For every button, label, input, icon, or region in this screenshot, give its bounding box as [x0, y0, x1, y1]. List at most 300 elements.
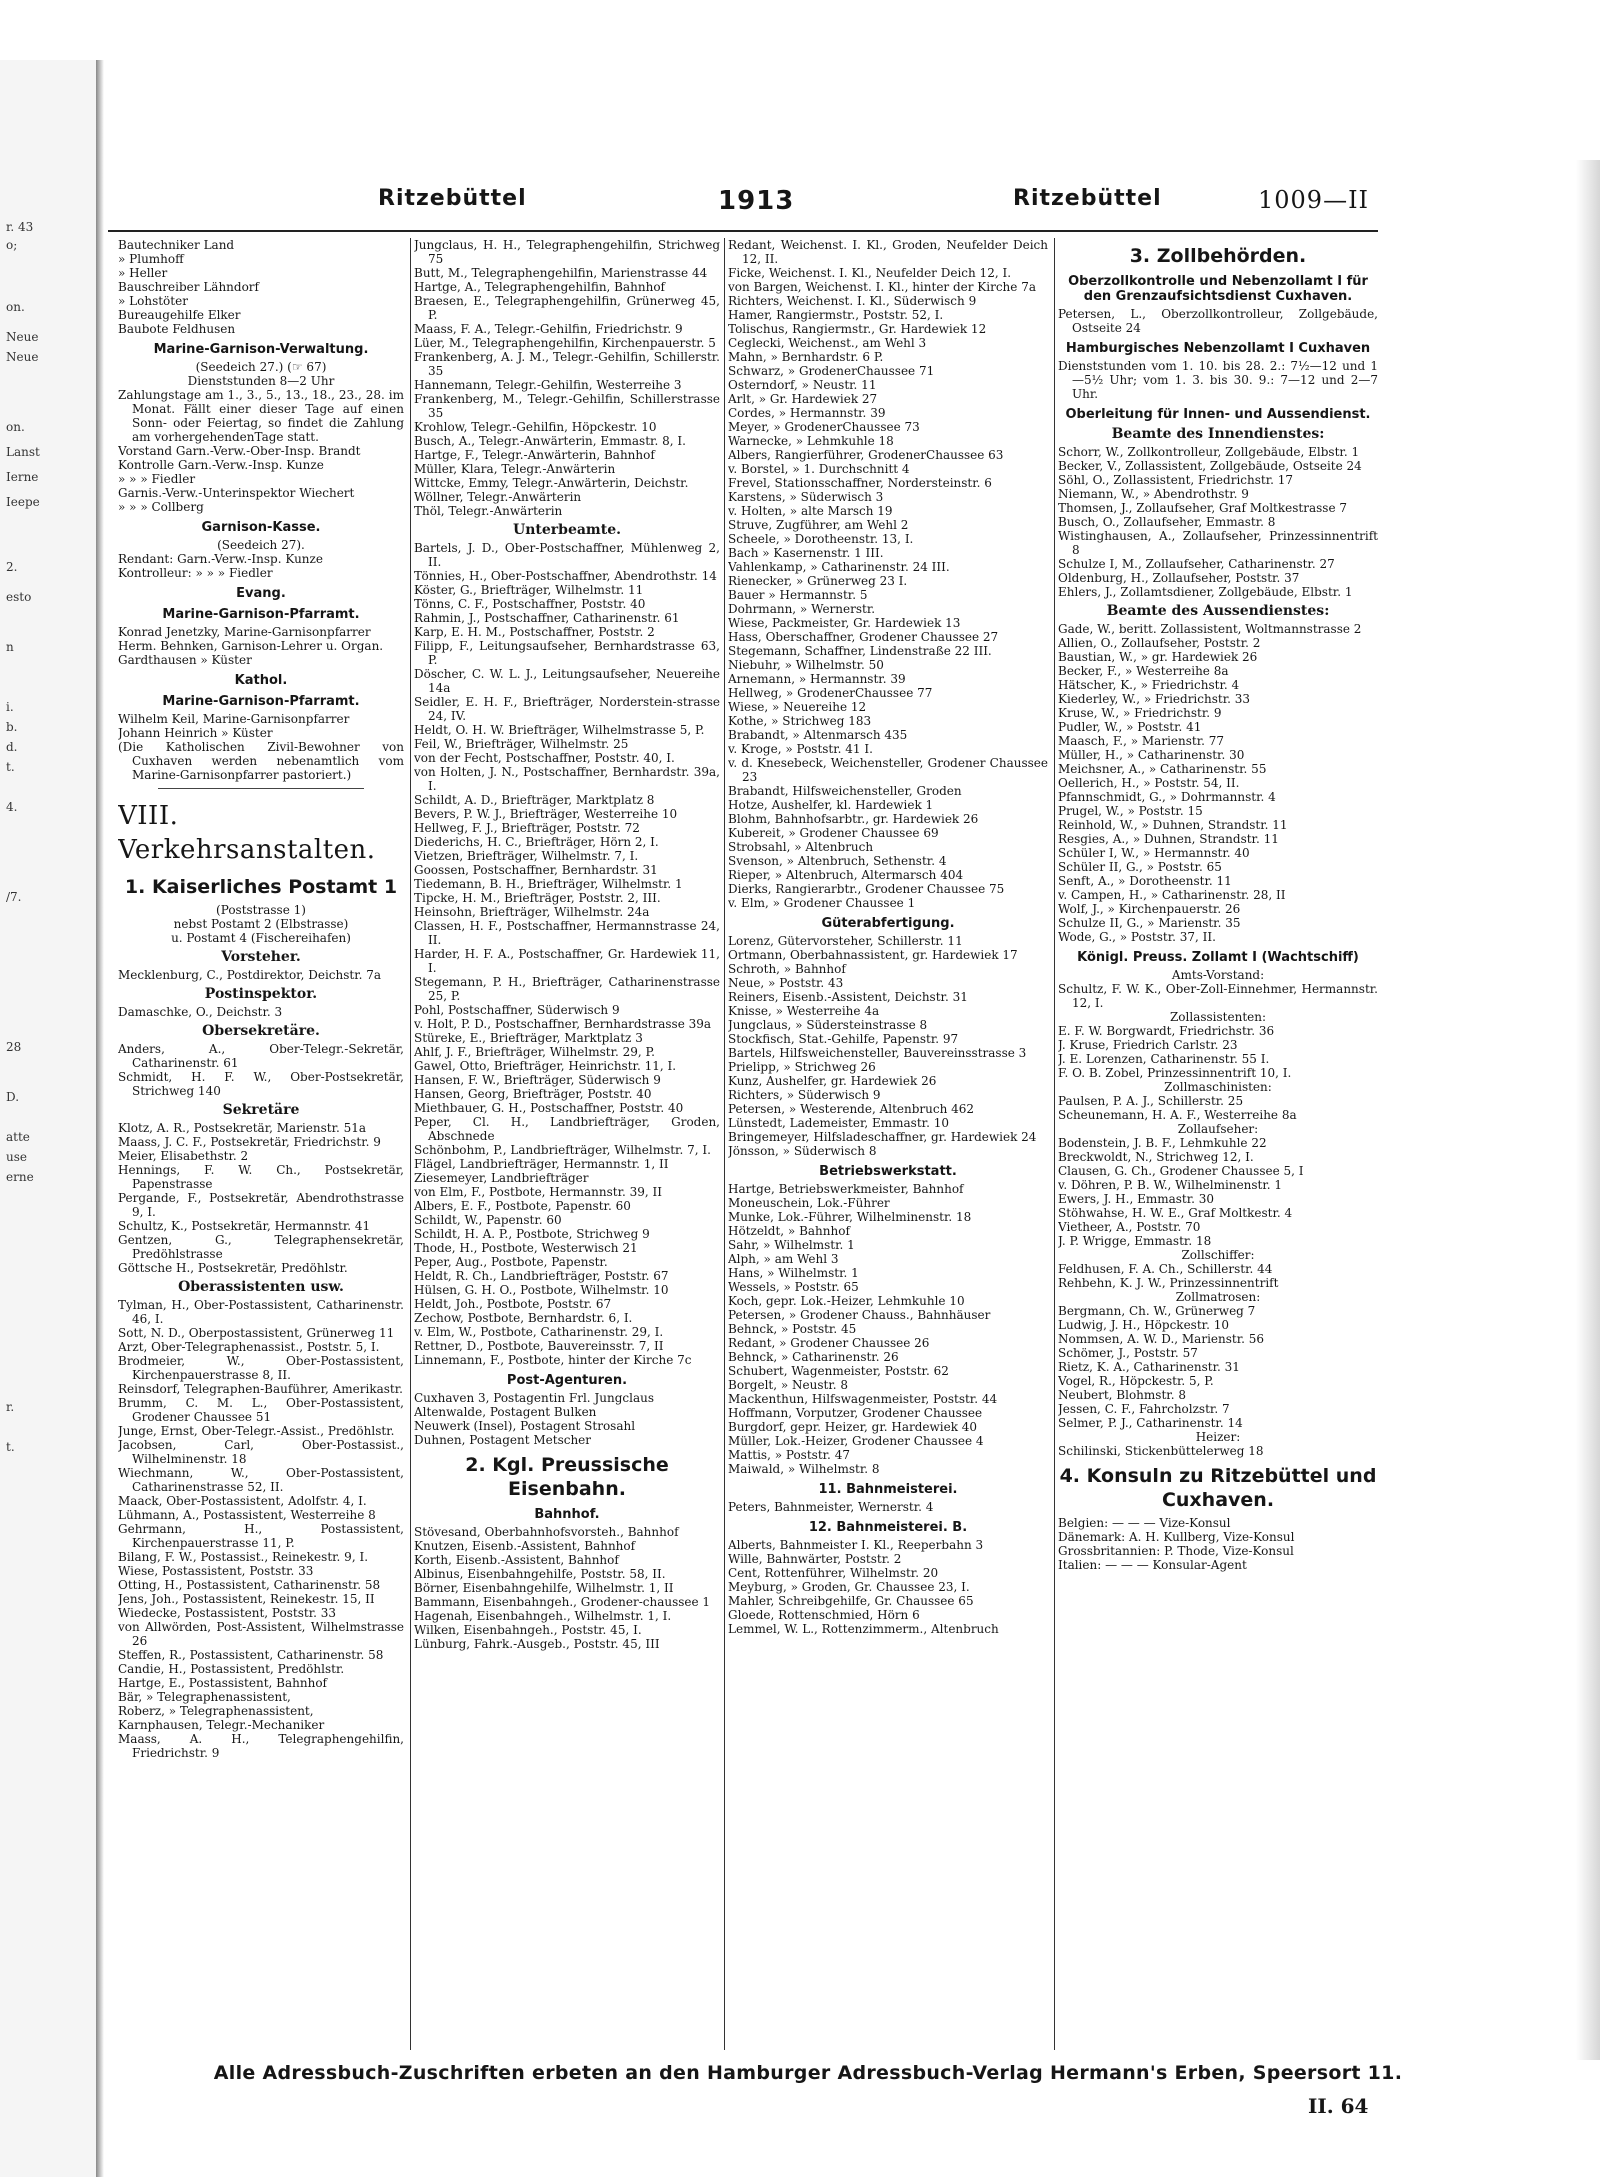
- directory-entry: Niemann, W., » Abendrothstr. 9: [1058, 487, 1249, 501]
- margin-fragment: esto: [6, 590, 32, 604]
- margin-fragment: 2.: [6, 560, 18, 574]
- directory-entry: Arnemann, » Hermannstr. 39: [728, 672, 906, 686]
- directory-entry: Bammann, Eisenbahngeh., Grodener-chaussee 1: [414, 1595, 711, 1609]
- directory-entry: Brabandt, Hilfsweichensteller, Groden: [728, 784, 962, 798]
- directory-entry: Ehlers, J., Zollamtsdiener, Zollgebäude, Elbstr. 1: [1058, 585, 1353, 599]
- directory-entry: Peper, Cl. H., Landbriefträger, Groden, Abschnede: [414, 1115, 720, 1143]
- section-heading: Betriebswerkstatt.: [819, 1164, 957, 1179]
- directory-entry: Thomsen, J., Zollaufseher, Graf Moltkestrasse 7: [1058, 501, 1347, 515]
- directory-entry: Wittcke, Emmy, Telegr.-Anwärterin, Deichstr.: [414, 476, 689, 490]
- directory-entry: Tiedemann, B. H., Briefträger, Wilhelmstr. 1: [414, 877, 683, 891]
- directory-entry: Ludwig, J. H., Höpckestr. 10: [1058, 1318, 1229, 1332]
- directory-entry: Tönns, C. F., Postschaffner, Poststr. 40: [414, 597, 646, 611]
- directory-entry: Warnecke, » Lehmkuhle 18: [728, 434, 894, 448]
- section-heading: Oberleitung für Innen- und Aussendienst.: [1065, 407, 1371, 422]
- directory-entry: » Lohstöter: [118, 294, 188, 308]
- directory-entry: Schubert, Wagenmeister, Poststr. 62: [728, 1364, 949, 1378]
- directory-entry: Bevers, P. W. J., Briefträger, Westerreihe 10: [414, 807, 678, 821]
- footer-notice: Alle Adressbuch-Zuschriften erbeten an den Hamburger Adressbuch-Verlag Hermann's Erben, Speersort 11.: [213, 2062, 1403, 2084]
- directory-entry: Hansen, F. W., Briefträger, Süderwisch 9: [414, 1073, 661, 1087]
- directory-entry: Karnphausen, Telegr.-Mechaniker: [118, 1718, 325, 1732]
- directory-entry: Schömer, J., Poststr. 57: [1058, 1346, 1198, 1360]
- directory-entry: Sahr, » Wilhelmstr. 1: [728, 1238, 855, 1252]
- directory-entry: Hartge, Betriebswerkmeister, Bahnhof: [728, 1182, 964, 1196]
- directory-entry: von Elm, F., Postbote, Hermannstr. 39, II: [414, 1185, 663, 1199]
- directory-entry: Prugel, W., » Poststr. 15: [1058, 804, 1203, 818]
- section-note: (Poststrasse 1): [216, 903, 306, 917]
- header-left-town: Ritzebüttel: [378, 186, 527, 211]
- directory-entry: Wessels, » Poststr. 65: [728, 1280, 859, 1294]
- directory-entry: Jessen, C. F., Fahrcholzstr. 7: [1058, 1402, 1230, 1416]
- section-rule: [158, 788, 364, 789]
- section-note: Heizer:: [1195, 1430, 1241, 1444]
- directory-entry: Thöl, Telegr.-Anwärterin: [414, 504, 563, 518]
- directory-entry: » » » Fiedler: [118, 472, 196, 486]
- section-note: Amts-Vorstand:: [1171, 968, 1265, 982]
- directory-entry: Hennings, F. W. Ch., Postsekretär, Papenstrasse: [118, 1163, 404, 1191]
- directory-entry: Kruse, W., » Friedrichstr. 9: [1058, 706, 1222, 720]
- directory-entry: Schroth, » Bahnhof: [728, 962, 846, 976]
- directory-entry: Wille, Bahnwärter, Poststr. 2: [728, 1552, 902, 1566]
- directory-entry: Pudler, W., » Poststr. 41: [1058, 720, 1202, 734]
- directory-entry: Dierks, Rangierarbtr., Grodener Chaussee 75: [728, 882, 1005, 896]
- directory-entry: Schulze I, M., Zollaufseher, Catharinenstr. 27: [1058, 557, 1335, 571]
- directory-entry: Müller, Klara, Telegr.-Anwärterin: [414, 462, 616, 476]
- section-major-heading: 2. Kgl. Preussische Eisenbahn.: [465, 1454, 669, 1500]
- directory-entry: Wilhelm Keil, Marine-Garnisonpfarrer: [118, 712, 350, 726]
- directory-entry: Candie, H., Postassistent, Predöhlstr.: [118, 1662, 345, 1676]
- directory-entry: Dänemark: A. H. Kullberg, Vize-Konsul: [1058, 1530, 1295, 1544]
- directory-entry: Schultz, K., Postsekretär, Hermannstr. 41: [118, 1219, 371, 1233]
- directory-entry: v. Holten, » alte Marsch 19: [728, 504, 893, 518]
- directory-entry: Vietzen, Briefträger, Wilhelmstr. 7, I.: [414, 849, 639, 863]
- directory-entry: Linnemann, F., Postbote, hinter der Kirche 7c: [414, 1353, 692, 1367]
- directory-entry: Döscher, C. W. L. J., Leitungsaufseher, Neuereihe 14a: [414, 667, 720, 695]
- header-right-town: Ritzebüttel: [1013, 186, 1162, 211]
- directory-entry: Miethbauer, G. H., Postschaffner, Poststr. 40: [414, 1101, 684, 1115]
- margin-fragment: /7.: [6, 890, 22, 904]
- directory-entry: Hass, Oberschaffner, Grodener Chaussee 27: [728, 630, 999, 644]
- directory-entry: Kontrolle Garn.-Verw.-Insp. Kunze: [118, 458, 324, 472]
- directory-entry: Schönbohm, P., Landbriefträger, Wilhelmstr. 7, I.: [414, 1143, 711, 1157]
- margin-fragment: atte: [6, 1130, 30, 1144]
- directory-entry: Jönsson, » Süderwisch 8: [728, 1144, 877, 1158]
- directory-entry: Ewers, J. H., Emmastr. 30: [1058, 1192, 1215, 1206]
- directory-entry: Gentzen, G., Telegraphensekretär, Predöhlstrasse: [118, 1233, 404, 1261]
- directory-entry: Prielipp, » Strichweg 26: [728, 1060, 876, 1074]
- directory-entry: F. O. B. Zobel, Prinzessinnentrift 10, I.: [1058, 1066, 1292, 1080]
- directory-entry: Pfannschmidt, G., » Dohrmannstr. 4: [1058, 790, 1276, 804]
- directory-entry: Stöhwahse, H. W. E., Graf Moltkestr. 4: [1058, 1206, 1293, 1220]
- section-heading: Hamburgisches Nebenzollamt I Cuxhaven: [1065, 341, 1371, 356]
- directory-entry: Grossbritannien: P. Thode, Vize-Konsul: [1058, 1544, 1294, 1558]
- section-heading: Garnison-Kasse.: [201, 520, 321, 535]
- directory-entry: Alph, » am Wehl 3: [728, 1252, 839, 1266]
- margin-fragment: r.: [6, 1400, 15, 1414]
- directory-entry: Svenson, » Altenbruch, Sethenstr. 4: [728, 854, 947, 868]
- section-note: nebst Postamt 2 (Elbstrasse): [173, 917, 349, 931]
- directory-entry: Wiedecke, Postassistent, Poststr. 33: [118, 1606, 337, 1620]
- directory-entry: Classen, H. F., Postschaffner, Hermannstrasse 24, II.: [414, 919, 720, 947]
- directory-entry: Ceglecki, Weichenst., am Wehl 3: [728, 336, 927, 350]
- subsection-heading: Postinspektor.: [204, 986, 318, 1002]
- directory-entry: Resgies, A., » Duhnen, Strandstr. 11: [1058, 832, 1279, 846]
- directory-entry: Schultz, F. W. K., Ober-Zoll-Einnehmer, Hermannstr. 12, I.: [1058, 982, 1378, 1010]
- directory-entry: Bringemeyer, Hilfsladeschaffner, gr. Hardewiek 24: [728, 1130, 1037, 1144]
- directory-entry: Sott, N. D., Oberpostassistent, Grünerweg 11: [118, 1326, 395, 1340]
- directory-entry: J. E. Lorenzen, Catharinenstr. 55 I.: [1058, 1052, 1270, 1066]
- margin-fragment: t.: [6, 1440, 15, 1454]
- directory-entry: Neubert, Blohmstr. 8: [1058, 1388, 1186, 1402]
- directory-entry: Maack, Ober-Postassistent, Adolfstr. 4, I.: [118, 1494, 367, 1508]
- section-major-heading: 3. Zollbehörden.: [1129, 245, 1307, 267]
- directory-entry: Hagenah, Eisenbahngeh., Wilhelmstr. 1, I.: [414, 1609, 672, 1623]
- section-heading: Güterabfertigung.: [821, 916, 955, 931]
- directory-entry: v. Kroge, » Poststr. 41 I.: [728, 742, 873, 756]
- directory-entry: von Holten, J. N., Postschaffner, Bernhardstr. 39a, I.: [414, 765, 720, 793]
- directory-entry: Rietz, K. A., Catharinenstr. 31: [1058, 1360, 1240, 1374]
- directory-entry: Söhl, O., Zollassistent, Friedrichstr. 17: [1058, 473, 1294, 487]
- directory-entry: Otting, H., Postassistent, Catharinenstr. 58: [118, 1578, 381, 1592]
- directory-entry: Ziesemeyer, Landbriefträger: [414, 1171, 589, 1185]
- right-page-edge: [1576, 160, 1600, 2060]
- directory-entry: Kunz, Aushelfer, gr. Hardewiek 26: [728, 1074, 937, 1088]
- directory-entry: Zahlungstage am 1., 3., 5., 13., 18., 23., 28. im Monat. Fällt einer dieser Tage auf einen Sonn- oder Feiertag, so findet die Zahlung am vorhergehendenTage statt.: [118, 388, 404, 444]
- directory-entry: Gardthausen » Küster: [118, 653, 252, 667]
- column-divider: [410, 238, 411, 2050]
- header-year: 1913: [718, 186, 795, 216]
- directory-entry: Bilang, F. W., Postassist., Reinekestr. 9, I.: [118, 1550, 369, 1564]
- directory-entry: Bach » Kasernenstr. 1 III.: [728, 546, 884, 560]
- directory-entry: Redant, » Grodener Chaussee 26: [728, 1336, 930, 1350]
- directory-entry: Gehrmann, H., Postassistent, Kirchenpauerstrasse 11, P.: [118, 1522, 404, 1550]
- directory-entry: Richters, » Süderwisch 9: [728, 1088, 881, 1102]
- directory-entry: Wode, G., » Poststr. 37, II.: [1058, 930, 1216, 944]
- section-heading: Bahnhof.: [534, 1507, 600, 1522]
- directory-entry: Albinus, Eisenbahngehilfe, Poststr. 58, II.: [414, 1567, 666, 1581]
- margin-fragment: use: [6, 1150, 27, 1164]
- column-1: [118, 238, 404, 2050]
- directory-entry: Bär, » Telegraphenassistent,: [118, 1690, 291, 1704]
- directory-entry: Müller, Lok.-Heizer, Grodener Chaussee 4: [728, 1434, 984, 1448]
- section-note: Dienststunden 8—2 Uhr: [187, 374, 335, 388]
- directory-entry: Flägel, Landbriefträger, Hermannstr. 1, II: [414, 1157, 669, 1171]
- directory-entry: Meier, Elisabethstr. 2: [118, 1149, 249, 1163]
- directory-entry: Stegemann, P. H., Briefträger, Catharinenstrasse 25, P.: [414, 975, 720, 1003]
- directory-entry: Petersen, L., Oberzollkontrolleur, Zollgebäude, Ostseite 24: [1058, 307, 1378, 335]
- directory-entry: Petersen, » Grodener Chauss., Bahnhäuser: [728, 1308, 991, 1322]
- margin-fragment: Lanst: [6, 445, 40, 459]
- directory-entry: Vahlenkamp, » Catharinenstr. 24 III.: [728, 560, 950, 574]
- directory-entry: v. Elm, W., Postbote, Catharinenstr. 29, I.: [414, 1325, 664, 1339]
- directory-entry: Konrad Jenetzky, Marine-Garnisonpfarrer: [118, 625, 371, 639]
- subsection-heading: Oberassistenten usw.: [178, 1279, 344, 1295]
- margin-fragment: n: [6, 640, 14, 654]
- directory-entry: Busch, A., Telegr.-Anwärterin, Emmastr. 8, I.: [414, 434, 686, 448]
- margin-fragment: on.: [6, 300, 25, 314]
- directory-entry: Scheunemann, H. A. F., Westerreihe 8a: [1058, 1108, 1297, 1122]
- section-major-heading: 1. Kaiserliches Postamt 1: [124, 876, 398, 898]
- section-note: Zollschiffer:: [1181, 1248, 1255, 1262]
- directory-entry: Ortmann, Oberbahnassistent, gr. Hardewiek 17: [728, 948, 1018, 962]
- directory-entry: Stüreke, E., Briefträger, Marktplatz 3: [414, 1031, 643, 1045]
- section-heading: 11. Bahnmeisterei.: [818, 1482, 958, 1497]
- directory-entry: Cordes, » Hermannstr. 39: [728, 406, 886, 420]
- directory-entry: Rehbehn, K. J. W., Prinzessinnentrift: [1058, 1276, 1279, 1290]
- directory-entry: Butt, M., Telegraphengehilfin, Marienstrasse 44: [414, 266, 708, 280]
- section-note: Zollassistenten:: [1169, 1010, 1267, 1024]
- directory-entry: Hülsen, G. H. O., Postbote, Wilhelmstr. 10: [414, 1283, 669, 1297]
- directory-page: [108, 60, 1578, 2177]
- directory-entry: Bureaugehilfe Elker: [118, 308, 241, 322]
- directory-entry: Dienststunden vom 1. 10. bis 28. 2.: 7½—12 und 1—5½ Uhr; vom 1. 3. bis 30. 9.: 7—12 und 2—7 Uhr.: [1058, 359, 1378, 401]
- directory-entry: » Heller: [118, 266, 168, 280]
- directory-entry: Koch, gepr. Lok.-Heizer, Lehmkuhle 10: [728, 1294, 965, 1308]
- directory-entry: Allien, O., Zollaufseher, Poststr. 2: [1058, 636, 1261, 650]
- directory-entry: Neuwerk (Insel), Postagent Strosahl: [414, 1419, 636, 1433]
- directory-entry: Schildt, W., Papenstr. 60: [414, 1213, 562, 1227]
- margin-fragment: i.: [6, 700, 14, 714]
- directory-entry: Schorr, W., Zollkontrolleur, Zollgebäude, Elbstr. 1: [1058, 445, 1360, 459]
- section-heading: 12. Bahnmeisterei. B.: [808, 1520, 968, 1535]
- margin-fragment: b.: [6, 720, 18, 734]
- directory-entry: Arzt, Ober-Telegraphenassist., Poststr. 5, I.: [118, 1340, 380, 1354]
- directory-entry: Maass, J. C. F., Postsekretär, Friedrichstr. 9: [118, 1135, 381, 1149]
- directory-entry: v. d. Knesebeck, Weichensteller, Grodener Chaussee 23: [728, 756, 1048, 784]
- section-heading: Kathol.: [234, 673, 288, 688]
- directory-entry: Feldhusen, F. A. Ch., Schillerstr. 44: [1058, 1262, 1273, 1276]
- section-heading: Marine-Garnison-Pfarramt.: [162, 607, 360, 622]
- subsection-heading: Sekretäre: [222, 1102, 300, 1118]
- directory-entry: Meyburg, » Groden, Gr. Chaussee 23, I.: [728, 1580, 970, 1594]
- margin-fragment: on.: [6, 420, 25, 434]
- directory-entry: Cuxhaven 3, Postagentin Frl. Jungclaus: [414, 1391, 654, 1405]
- directory-entry: Hartge, A., Telegraphengehilfin, Bahnhof: [414, 280, 665, 294]
- sheet-number: II. 64: [1308, 2094, 1369, 2118]
- directory-entry: Schulze II, G., » Marienstr. 35: [1058, 916, 1241, 930]
- directory-entry: Peper, Aug., Postbote, Papenstr.: [414, 1255, 608, 1269]
- directory-entry: Rienecker, » Grünerweg 23 I.: [728, 574, 908, 588]
- directory-entry: Busch, O., Zollaufseher, Emmastr. 8: [1058, 515, 1276, 529]
- section-heading: Königl. Preuss. Zollamt I (Wachtschiff): [1077, 950, 1359, 965]
- directory-entry: Neue, » Poststr. 43: [728, 976, 844, 990]
- directory-entry: von Allwörden, Post-Assistent, Wilhelmstrasse 26: [118, 1620, 404, 1648]
- directory-entry: Kothe, » Strichweg 183: [728, 714, 872, 728]
- margin-fragment: d.: [6, 740, 18, 754]
- directory-entry: Köster, G., Briefträger, Wilhelmstr. 11: [414, 583, 644, 597]
- directory-entry: Brabandt, » Altenmarsch 435: [728, 728, 908, 742]
- directory-entry: Brodmeier, W., Ober-Postassistent, Kirchenpauerstrasse 8, II.: [118, 1354, 404, 1382]
- margin-fragment: Neue: [6, 330, 39, 344]
- directory-entry: Reinsdorf, Telegraphen-Bauführer, Amerikastr.: [118, 1382, 403, 1396]
- directory-entry: Redant, Weichenst. I. Kl., Groden, Neufelder Deich 12, II.: [728, 238, 1048, 266]
- directory-entry: Mattis, » Poststr. 47: [728, 1448, 850, 1462]
- directory-entry: Bautechniker Land: [118, 238, 235, 252]
- section-heading: Oberzollkontrolle und Nebenzollamt I für den Grenzaufsichtsdienst Cuxhaven.: [1068, 274, 1368, 304]
- directory-entry: (Die Katholischen Zivil-Bewohner von Cuxhaven werden nebenamtlich vom Marine-Garnisonpfarrer pastoriert.): [118, 740, 404, 782]
- directory-entry: Heinsohn, Briefträger, Wilhelmstr. 24a: [414, 905, 650, 919]
- column-divider: [724, 238, 725, 2050]
- directory-entry: Bartels, J. D., Ober-Postschaffner, Mühlenweg 2, II.: [414, 541, 720, 569]
- directory-entry: Lühmann, A., Postassistent, Westerreihe 8: [118, 1508, 376, 1522]
- directory-entry: Reiners, Eisenb.-Assistent, Deichstr. 31: [728, 990, 968, 1004]
- directory-entry: Knisse, » Westerreihe 4a: [728, 1004, 880, 1018]
- directory-entry: Bauschreiber Lähndorf: [118, 280, 259, 294]
- directory-entry: Börner, Eisenbahngehilfe, Wilhelmstr. 1, II: [414, 1581, 674, 1595]
- directory-entry: Burgdorf, gepr. Heizer, gr. Hardewiek 40: [728, 1420, 978, 1434]
- section-note: (Seedeich 27).: [217, 538, 305, 552]
- directory-entry: Ahlf, J. F., Briefträger, Wilhelmstr. 29, P.: [414, 1045, 655, 1059]
- margin-fragment: D.: [6, 1090, 20, 1104]
- subsection-heading: Unterbeamte.: [513, 522, 621, 538]
- directory-entry: Duhnen, Postagent Metscher: [414, 1433, 592, 1447]
- directory-entry: Müller, H., » Catharinenstr. 30: [1058, 748, 1245, 762]
- directory-entry: Roberz, » Telegraphenassistent,: [118, 1704, 314, 1718]
- subsection-heading: Vorsteher.: [221, 949, 301, 965]
- subsection-heading: Beamte des Innendienstes:: [1111, 426, 1325, 442]
- section-heading: Marine-Garnison-Verwaltung.: [153, 342, 369, 357]
- directory-entry: Mecklenburg, C., Postdirektor, Deichstr. 7a: [118, 968, 382, 982]
- directory-entry: Lünstedt, Lademeister, Emmastr. 10: [728, 1116, 949, 1130]
- section-note: Zollmaschinisten:: [1164, 1080, 1272, 1094]
- directory-entry: Hartge, E., Postassistent, Bahnhof: [118, 1676, 327, 1690]
- directory-entry: Maass, A. H., Telegraphengehilfin, Friedrichstr. 9: [118, 1732, 404, 1760]
- directory-entry: Heldt, O. H. W. Briefträger, Wilhelmstrasse 5, P.: [414, 723, 705, 737]
- directory-entry: Lemmel, W. L., Rottenzimmerm., Altenbruch: [728, 1622, 999, 1636]
- directory-entry: Damaschke, O., Deichstr. 3: [118, 1005, 283, 1019]
- directory-entry: Vorstand Garn.-Verw.-Ober-Insp. Brandt: [118, 444, 361, 458]
- directory-entry: Struve, Zugführer, am Wehl 2: [728, 518, 909, 532]
- directory-entry: Schildt, H. A. P., Postbote, Strichweg 9: [414, 1227, 650, 1241]
- directory-entry: Anders, A., Ober-Telegr.-Sekretär, Catharinenstr. 61: [118, 1042, 404, 1070]
- section-note: Zollmatrosen:: [1175, 1290, 1261, 1304]
- directory-entry: von der Fecht, Postschaffner, Poststr. 40, I.: [414, 751, 675, 765]
- directory-entry: Wöllner, Telegr.-Anwärterin: [414, 490, 582, 504]
- directory-entry: v. Elm, » Grodener Chaussee 1: [728, 896, 916, 910]
- directory-entry: Bodenstein, J. B. F., Lehmkuhle 22: [1058, 1136, 1267, 1150]
- directory-entry: Moneuschein, Lok.-Führer: [728, 1196, 890, 1210]
- header-page-number: 1009—II: [1258, 186, 1370, 214]
- directory-entry: Kiederley, W., » Friedrichstr. 33: [1058, 692, 1251, 706]
- directory-entry: Hätscher, K., » Friedrichstr. 4: [1058, 678, 1240, 692]
- directory-entry: Jacobsen, Carl, Ober-Postassist., Wilhelminenstr. 18: [118, 1438, 404, 1466]
- directory-entry: Becker, V., Zollassistent, Zollgebäude, Ostseite 24: [1058, 459, 1362, 473]
- directory-entry: Schüler II, G., » Poststr. 65: [1058, 860, 1222, 874]
- directory-entry: Lorenz, Gütervorsteher, Schillerstr. 11: [728, 934, 963, 948]
- subsection-heading: Beamte des Aussendienstes:: [1106, 603, 1330, 619]
- directory-entry: Hotze, Aushelfer, kl. Hardewiek 1: [728, 798, 934, 812]
- directory-entry: Dohrmann, » Wernerstr.: [728, 602, 876, 616]
- column-3: [728, 238, 1048, 2050]
- directory-entry: Rahmin, J., Postschaffner, Catharinenstr. 61: [414, 611, 680, 625]
- directory-entry: Zechow, Postbote, Bernhardstr. 6, I.: [414, 1311, 633, 1325]
- directory-entry: Gade, W., beritt. Zollassistent, Woltmannstrasse 2: [1058, 622, 1362, 636]
- directory-entry: Rettner, D., Postbote, Bauvereinsstr. 7, II: [414, 1339, 664, 1353]
- directory-entry: Bauer » Hermannstr. 5: [728, 588, 868, 602]
- directory-entry: Frevel, Stationsschaffner, Nordersteinstr. 6: [728, 476, 992, 490]
- directory-entry: Tönnies, H., Ober-Postschaffner, Abendrothstr. 14: [414, 569, 717, 583]
- directory-entry: Richters, Weichenst. I. Kl., Süderwisch 9: [728, 294, 977, 308]
- directory-entry: Tipcke, H. M., Briefträger, Poststr. 2, III.: [414, 891, 661, 905]
- directory-entry: E. F. W. Borgwardt, Friedrichstr. 36: [1058, 1024, 1275, 1038]
- section-note: u. Postamt 4 (Fischereihafen): [171, 931, 351, 945]
- directory-entry: Peters, Bahnmeister, Wernerstr. 4: [728, 1500, 934, 1514]
- directory-entry: Feil, W., Briefträger, Wilhelmstr. 25: [414, 737, 629, 751]
- margin-fragment: 4.: [6, 800, 18, 814]
- directory-entry: Baustian, W., » gr. Hardewiek 26: [1058, 650, 1258, 664]
- directory-entry: Stegemann, Schaffner, Lindenstraße 22 III.: [728, 644, 992, 658]
- directory-entry: Korth, Eisenb.-Assistent, Bahnhof: [414, 1553, 619, 1567]
- directory-entry: Hellweg, » GrodenerChaussee 77: [728, 686, 933, 700]
- directory-entry: Schmidt, H. F. W., Ober-Postsekretär, Strichweg 140: [118, 1070, 404, 1098]
- directory-entry: Wiese, Postassistent, Poststr. 33: [118, 1564, 314, 1578]
- directory-entry: Behnck, » Catharinenstr. 26: [728, 1350, 899, 1364]
- directory-entry: Stockfisch, Stat.-Gehilfe, Papenstr. 97: [728, 1032, 959, 1046]
- column-4: [1058, 238, 1378, 2050]
- directory-entry: Blohm, Bahnhofsarbtr., gr. Hardewiek 26: [728, 812, 979, 826]
- directory-entry: Bergmann, Ch. W., Grünerweg 7: [1058, 1304, 1256, 1318]
- directory-entry: Petersen, » Westerende, Altenbruch 462: [728, 1102, 975, 1116]
- section-heading: Post-Agenturen.: [506, 1373, 628, 1388]
- directory-entry: Munke, Lok.-Führer, Wilhelminenstr. 18: [728, 1210, 972, 1224]
- directory-entry: Hans, » Wilhelmstr. 1: [728, 1266, 859, 1280]
- directory-entry: Mackenthun, Hilfswagenmeister, Poststr. 44: [728, 1392, 998, 1406]
- directory-entry: Wilken, Eisenbahngeh., Poststr. 45, I.: [414, 1623, 642, 1637]
- directory-entry: Hannemann, Telegr.-Gehilfin, Westerreihe 3: [414, 378, 682, 392]
- directory-entry: Maiwald, » Wilhelmstr. 8: [728, 1462, 880, 1476]
- directory-entry: Clausen, G. Ch., Grodener Chaussee 5, I: [1058, 1164, 1304, 1178]
- directory-entry: v. Holt, P. D., Postschaffner, Bernhardstrasse 39a: [414, 1017, 712, 1031]
- directory-entry: Selmer, P. J., Catharinenstr. 14: [1058, 1416, 1243, 1430]
- directory-entry: Brumm, C. M. L., Ober-Postassistent, Grodener Chaussee 51: [118, 1396, 404, 1424]
- directory-entry: Diederichs, H. C., Briefträger, Hörn 2, I.: [414, 835, 659, 849]
- directory-entry: Steffen, R., Postassistent, Catharinenstr. 58: [118, 1648, 384, 1662]
- directory-entry: Gawel, Otto, Briefträger, Heinrichstr. 11, I.: [414, 1059, 677, 1073]
- directory-entry: » » » Collberg: [118, 500, 204, 514]
- directory-entry: Garnis.-Verw.-Unterinspektor Wiechert: [118, 486, 355, 500]
- margin-fragment: o;: [6, 238, 18, 252]
- margin-fragment: erne: [6, 1170, 34, 1184]
- directory-entry: Mahler, Schreibgehilfe, Gr. Chaussee 65: [728, 1594, 974, 1608]
- directory-entry: Osterndorf, » Neustr. 11: [728, 378, 877, 392]
- directory-entry: Krohlow, Telegr.-Gehilfin, Höpckestr. 10: [414, 420, 657, 434]
- directory-entry: v. Campen, H., » Catharinenstr. 28, II: [1058, 888, 1286, 902]
- left-page-edge: [0, 60, 98, 2177]
- directory-entry: Filipp, F., Leitungsaufseher, Bernhardstrasse 63, P.: [414, 639, 720, 667]
- directory-entry: Klotz, A. R., Postsekretär, Marienstr. 51a: [118, 1121, 367, 1135]
- directory-entry: Oellerich, H., » Poststr. 54, II.: [1058, 776, 1240, 790]
- margin-fragment: t.: [6, 760, 15, 774]
- column-divider: [1054, 238, 1055, 2050]
- directory-entry: Wolf, J., » Kirchenpauerstr. 26: [1058, 902, 1241, 916]
- directory-entry: Wistinghausen, A., Zollaufseher, Prinzessinnentrift 8: [1058, 529, 1378, 557]
- margin-fragment: r. 43: [6, 220, 34, 234]
- directory-entry: Hamer, Rangiermstr., Poststr. 52, I.: [728, 308, 944, 322]
- directory-entry: Jungclaus, H. H., Telegraphengehilfin, Strichweg 75: [414, 238, 720, 266]
- directory-entry: Pohl, Postschaffner, Süderwisch 9: [414, 1003, 620, 1017]
- directory-entry: Breckwoldt, N., Strichweg 12, I.: [1058, 1150, 1254, 1164]
- directory-entry: Lünburg, Fahrk.-Ausgeb., Poststr. 45, III: [414, 1637, 660, 1651]
- directory-entry: Seidler, E. H. F., Briefträger, Norderstein-strasse 24, IV.: [414, 695, 720, 723]
- directory-entry: Schüler I, W., » Hermannstr. 40: [1058, 846, 1250, 860]
- directory-entry: v. Borstel, » 1. Durchschnitt 4: [728, 462, 910, 476]
- margin-fragment: Ieepe: [6, 495, 40, 509]
- directory-entry: Belgien: — — — Vize-Konsul: [1058, 1516, 1231, 1530]
- directory-entry: Borgelt, » Neustr. 8: [728, 1378, 848, 1392]
- directory-entry: v. Döhren, P. B. W., Wilhelminenstr. 1: [1058, 1178, 1283, 1192]
- directory-entry: Tolischus, Rangiermstr., Gr. Hardewiek 12: [728, 322, 987, 336]
- directory-entry: » Plumhoff: [118, 252, 184, 266]
